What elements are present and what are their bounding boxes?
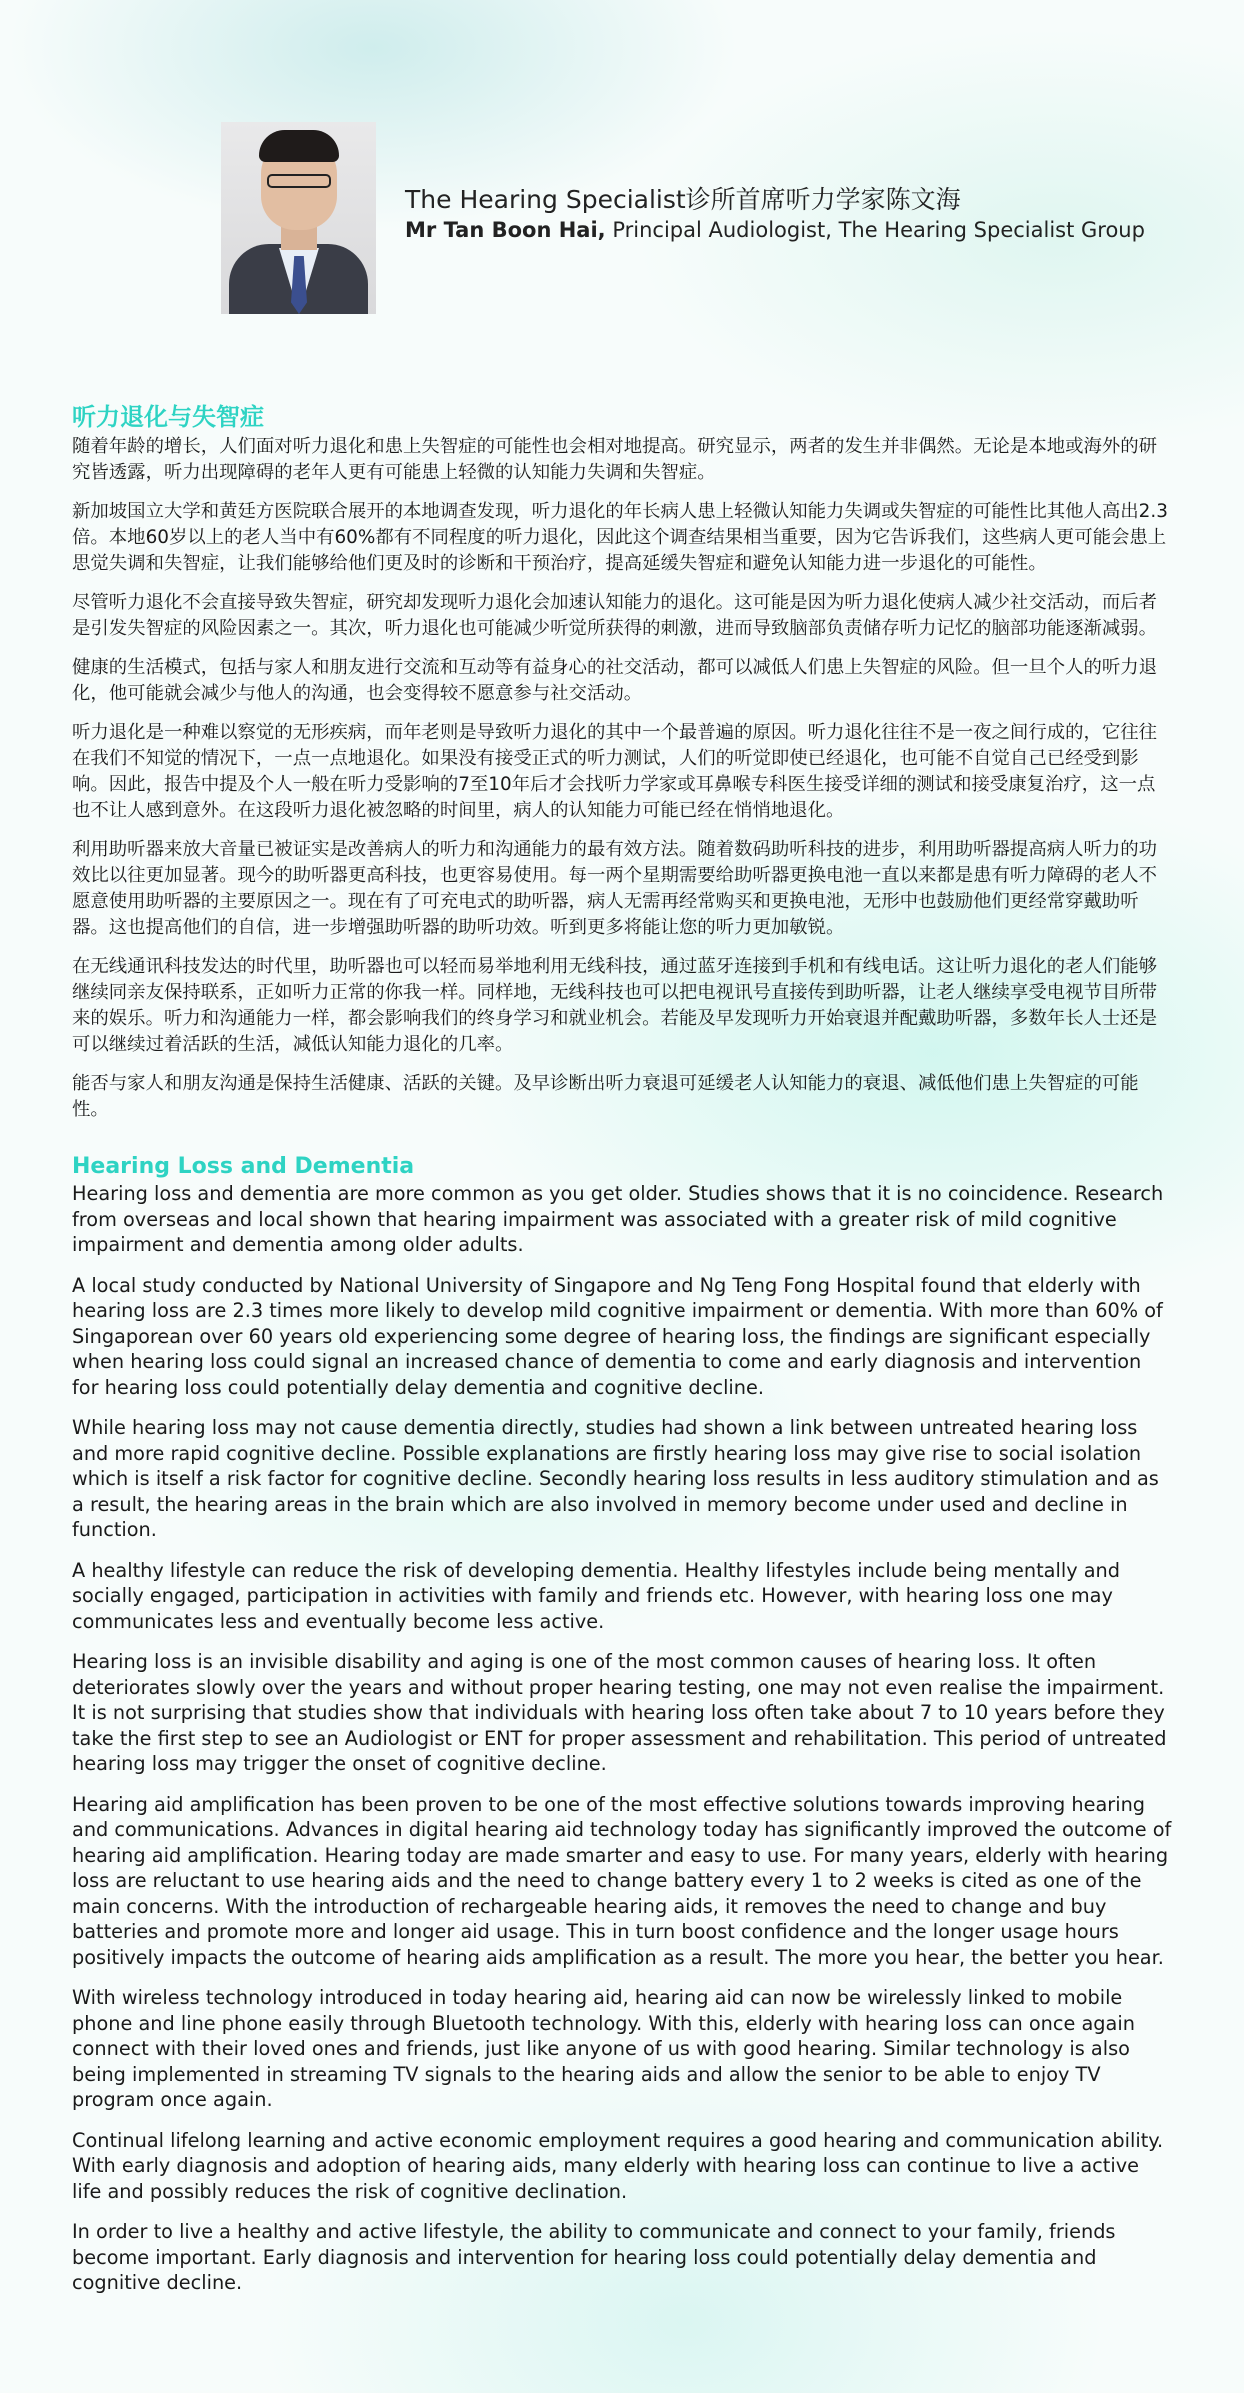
author-name-line (405, 218, 1145, 242)
english-paragraph: Hearing aid amplification has been proven to be one of the most effective solutions towards improving hearing and communications. Advances in digital hearing aid technology today has significantly improved the outcome of hearing aid amplification. Hearing today are made smarter and easy to use. For many years, elderly with hearing loss are reluctant to use hearing aids and the need to change battery every 1 to 2 weeks is cited as one of the main concerns. With the introduction of rechargeable hearing aids, it removes the need to change and buy batteries and promote more and longer aid usage. This in turn boost confidence and the longer usage hours positively impacts the outcome of hearing aids amplification as a result. The more you hear, the better you hear. (72, 1792, 1172, 1969)
chinese-paragraph: 能否与家人和朋友沟通是保持生活健康、活跃的关键。及早诊断出听力衰退可延缓老人认知能力的衰退、减低他们患上失智症的可能性。 (72, 1073, 1139, 1120)
chinese-paragraph: 健康的生活模式，包括与家人和朋友进行交流和互动等有益身心的社交活动，都可以减低人们患上失智症的风险。但一旦个人的听力退化，他可能就会减少与他人的沟通，也会变得较不愿意参与社交活动。 (72, 657, 1158, 704)
author-photo (221, 122, 376, 314)
english-paragraph: While hearing loss may not cause dementia directly, studies had shown a link between untreated hearing loss and more rapid cognitive decline. Possible explanations are firstly hearing loss may give rise to social isolation which is itself a risk factor for cognitive decline. Secondly hearing loss results in less auditory stimulation and as a result, the hearing areas in the brain which are also involved in memory become under used and decline in function. (72, 1416, 1159, 1541)
chinese-paragraph: 听力退化是一种难以察觉的无形疾病，而年老则是导致听力退化的其中一个最普遍的原因。听力退化往往不是一夜之间行成的，它往往在我们不知觉的情况下，一点一点地退化。如果没有接受正式的听力测试，人们的听觉即使已经退化，也可能不自觉自己已经受到影响。因此，报告中提及个人一般在听力受影响的7至10年后才会找听力学家或耳鼻喉专科医生接受详细的测试和接受康复治疗，这一点也不让人感到意外。在这段听力退化被忽略的时间里，病人的认知能力可能已经在悄悄地退化。 (72, 722, 1158, 821)
english-paragraph: A local study conducted by National University of Singapore and Ng Teng Fong Hospital found that elderly with hearing loss are 2.3 times more likely to develop mild cognitive impairment or dementia. With more than 60% of Singaporean over 60 years old experiencing some degree of hearing loss, the findings are significant especially when hearing loss could signal an increased chance of dementia to come and early diagnosis and intervention for hearing loss could potentially delay dementia and cognitive decline. (72, 1273, 1163, 1399)
chinese-paragraph: 利用助听器来放大音量已被证实是改善病人的听力和沟通能力的最有效方法。随着数码助听科技的进步，利用助听器提高病人听力的功效比以往更加显著。现今的助听器更高科技，也更容易使用。每一两个星期需要给助听器更换电池一直以来都是患有听力障碍的老人不愿意使用助听器的主要原因之一。现在有了可充电式的助听器，病人无需再经常购买和更换电池，无形中也鼓励他们更经常穿戴助听器。这也提高他们的自信，进一步增强助听器的助听功效。听到更多将能让您的听力更加敏锐。 (72, 839, 1158, 938)
author-title-cn: The Hearing Specialist诊所首席听力学家陈文海 (405, 185, 961, 214)
chinese-paragraph: 在无线通讯科技发达的时代里，助听器也可以轻而易举地利用无线科技，通过蓝牙连接到手机和有线电话。这让听力退化的老人们能够继续同亲友保持联系，正如听力正常的你我一样。同样地，无线科技也可以把电视讯号直接传到助听器，让老人继续享受电视节目所带来的娱乐。听力和沟通能力一样，都会影响我们的终身学习和就业机会。若能及早发现听力开始衰退并配戴助听器，多数年长人士还是可以继续过着活跃的生活，减低认知能力退化的几率。 (72, 956, 1158, 1055)
english-paragraph: Hearing loss and dementia are more common as you get older. Studies shows that it is no coincidence. Research from overseas and local shown that hearing impairment was associated with a greater risk of mild cognitive impairment and dementia among older adults. (72, 1182, 1164, 1256)
article-body (72, 400, 1172, 2311)
chinese-heading: 听力退化与失智症 (72, 403, 264, 431)
chinese-paragraph: 新加坡国立大学和黄廷方医院联合展开的本地调查发现，听力退化的年长病人患上轻微认知能力失调或失智症的可能性比其他人高出2.3倍。本地60岁以上的老人当中有60%都有不同程度的听力退化，因此这个调查结果相当重要，因为它告诉我们，这些病人更可能会患上思觉失调和失智症，让我们能够给他们更及时的诊断和干预治疗，提高延缓失智症和避免认知能力进一步退化的可能性。 (72, 501, 1168, 574)
english-section (72, 1153, 1172, 2296)
english-paragraph: Continual lifelong learning and active economic employment requires a good hearing and communication ability. With early diagnosis and adoption of hearing aids, many elderly with hearing loss can continue to live a active life and possibly reduces the risk of cognitive declination. (72, 2128, 1164, 2203)
chinese-paragraph: 随着年龄的增长，人们面对听力退化和患上失智症的可能性也会相对地提高。研究显示，两者的发生并非偶然。无论是本地或海外的研究皆透露，听力出现障碍的老年人更有可能患上轻微的认知能力失调和失智症。 (72, 436, 1158, 483)
english-paragraph: Hearing loss is an invisible disability and aging is one of the most common causes of hearing loss. It often deteriorates slowly over the years and without proper hearing testing, one may not even realise the impairment. It is not surprising that studies show that individuals with hearing loss often take about 7 to 10 years before they take the first step to see an Audiologist or ENT for proper assessment and rehabilitation. This period of untreated hearing loss may trigger the onset of cognitive decline. (72, 1650, 1167, 1775)
english-paragraph: With wireless technology introduced in today hearing aid, hearing aid can now be wirelessly linked to mobile phone and line phone easily through Bluetooth technology. With this, elderly with hearing loss can once again connect with their loved ones and friends, just like anyone of us with good hearing. Similar technology is also being implemented in streaming TV signals to the hearing aids and allow the senior to be able to enjoy TV program once again. (72, 1986, 1135, 2111)
english-paragraph: In order to live a healthy and active lifestyle, the ability to communicate and connect to your family, friends become important. Early diagnosis and intervention for hearing loss could potentially delay dementia and cognitive decline. (72, 2220, 1116, 2294)
english-heading: Hearing Loss and Dementia (72, 1154, 415, 1179)
author-header (221, 122, 1145, 314)
english-paragraph: A healthy lifestyle can reduce the risk of developing dementia. Healthy lifestyles include being mentally and socially engaged, participation in activities with family and friends etc. However, with hearing loss one may communicates less and eventually become less active. (72, 1558, 1121, 1633)
chinese-section (72, 400, 1172, 1123)
author-name: Mr Tan Boon Hai, (405, 218, 606, 242)
author-role: Principal Audiologist, The Hearing Specialist Group (605, 218, 1145, 242)
chinese-paragraph: 尽管听力退化不会直接导致失智症，研究却发现听力退化会加速认知能力的退化。这可能是因为听力退化使病人减少社交活动，而后者是引发失智症的风险因素之一。其次，听力退化也可能减少听觉所获得的刺激，进而导致脑部负责储存听力记忆的脑部功能逐渐减弱。 (72, 592, 1158, 639)
